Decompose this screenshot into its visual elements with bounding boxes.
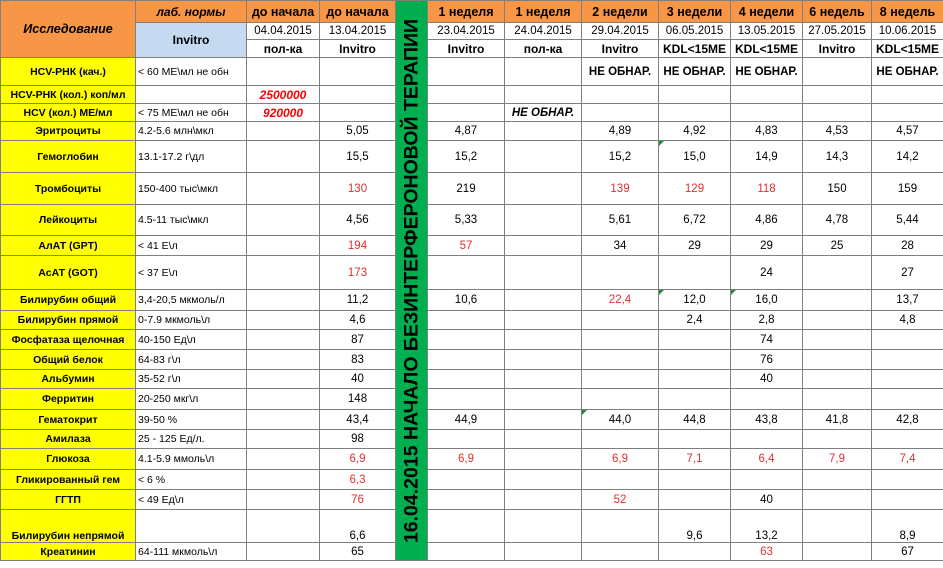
- value-cell: 12,0: [659, 290, 731, 311]
- date-cell: 29.04.2015: [582, 23, 659, 40]
- value-cell: 139: [582, 173, 659, 205]
- test-name-cell: Гемоглобин: [1, 141, 136, 173]
- value-cell: [428, 470, 505, 490]
- table-row: [1, 256, 943, 290]
- table-row: [1, 370, 943, 389]
- table-row: [1, 470, 943, 490]
- value-cell: 4,92: [659, 122, 731, 141]
- value-cell: 219: [428, 173, 505, 205]
- reference-range-cell: < 49 Ед\л: [136, 490, 247, 510]
- value-cell: 6,9: [428, 449, 505, 470]
- value-cell: 13,2: [731, 510, 803, 543]
- value-cell: [428, 311, 505, 330]
- test-name-cell: Гликированный гем: [1, 470, 136, 490]
- value-cell: [247, 173, 320, 205]
- value-cell: [505, 236, 582, 256]
- test-name-cell: HCV (кол.) МЕ/мл: [1, 104, 136, 122]
- test-name-cell: Амилаза: [1, 430, 136, 449]
- value-cell: [872, 86, 943, 104]
- value-cell: [247, 236, 320, 256]
- value-cell: [428, 256, 505, 290]
- value-cell: 25: [803, 236, 872, 256]
- reference-range-cell: 150-400 тыс\мкл: [136, 173, 247, 205]
- date-cell: 10.06.2015: [872, 23, 943, 40]
- value-cell: [505, 256, 582, 290]
- value-cell: [505, 430, 582, 449]
- value-cell: 4,8: [872, 311, 943, 330]
- table-row: [1, 205, 943, 236]
- value-cell: [872, 389, 943, 410]
- table-row: [1, 430, 943, 449]
- value-cell: [505, 350, 582, 370]
- value-cell: 6,4: [731, 449, 803, 470]
- value-cell: [505, 510, 582, 543]
- value-cell: 22,4: [582, 290, 659, 311]
- value-cell: [803, 104, 872, 122]
- reference-range-cell: 64-111 мкмоль\л: [136, 543, 247, 561]
- value-cell: 10,6: [428, 290, 505, 311]
- value-cell: [247, 290, 320, 311]
- value-cell: 6,9: [320, 449, 396, 470]
- value-cell: [428, 370, 505, 389]
- value-cell: 29: [731, 236, 803, 256]
- value-cell: [428, 543, 505, 561]
- value-cell: 83: [320, 350, 396, 370]
- value-cell: [731, 470, 803, 490]
- value-cell: [505, 389, 582, 410]
- value-cell: 40: [320, 370, 396, 389]
- value-cell: НЕ ОБНАР.: [872, 58, 943, 86]
- value-cell: 4,89: [582, 122, 659, 141]
- value-cell: 2,8: [731, 311, 803, 330]
- value-cell: 5,61: [582, 205, 659, 236]
- value-cell: [731, 389, 803, 410]
- test-name-cell: Гематокрит: [1, 410, 136, 430]
- test-name-cell: Глюкоза: [1, 449, 136, 470]
- value-cell: [247, 58, 320, 86]
- table-row: [1, 330, 943, 350]
- value-cell: [247, 449, 320, 470]
- value-cell: [872, 490, 943, 510]
- value-cell: 43,4: [320, 410, 396, 430]
- value-cell: 6,72: [659, 205, 731, 236]
- test-name-cell: ГГТП: [1, 490, 136, 510]
- reference-range-cell: 4.2-5.6 млн\мкл: [136, 122, 247, 141]
- table-row: [1, 389, 943, 410]
- value-cell: [659, 389, 731, 410]
- value-cell: [247, 205, 320, 236]
- value-cell: 63: [731, 543, 803, 561]
- value-cell: 150: [803, 173, 872, 205]
- test-name-cell: Тромбоциты: [1, 173, 136, 205]
- test-name-cell: Общий белок: [1, 350, 136, 370]
- week-header: 8 недель: [872, 1, 943, 23]
- value-cell: 13,7: [872, 290, 943, 311]
- value-cell: [582, 311, 659, 330]
- value-cell: [505, 311, 582, 330]
- value-cell: [428, 58, 505, 86]
- value-cell: [803, 389, 872, 410]
- value-cell: [505, 122, 582, 141]
- value-cell: [659, 543, 731, 561]
- value-cell: 7,4: [872, 449, 943, 470]
- reference-range-cell: 4.5-11 тыс\мкл: [136, 205, 247, 236]
- table-row: [1, 141, 943, 173]
- value-cell: [247, 141, 320, 173]
- week-header: 1 неделя: [505, 1, 582, 23]
- value-cell: [803, 311, 872, 330]
- source-cell: KDL<15МЕ: [872, 40, 943, 58]
- value-cell: [582, 86, 659, 104]
- test-name-cell: Ферритин: [1, 389, 136, 410]
- value-cell: 4,57: [872, 122, 943, 141]
- value-cell: 16,0: [731, 290, 803, 311]
- value-cell: [582, 370, 659, 389]
- value-cell: [247, 256, 320, 290]
- date-cell: 24.04.2015: [505, 23, 582, 40]
- value-cell: 4,53: [803, 122, 872, 141]
- value-cell: 159: [872, 173, 943, 205]
- value-cell: [428, 490, 505, 510]
- value-cell: [505, 205, 582, 236]
- value-cell: [659, 490, 731, 510]
- value-cell: [582, 350, 659, 370]
- header-row-weeks: [1, 1, 943, 23]
- value-cell: 118: [731, 173, 803, 205]
- value-cell: [505, 449, 582, 470]
- value-cell: 148: [320, 389, 396, 410]
- value-cell: 42,8: [872, 410, 943, 430]
- value-cell: [659, 330, 731, 350]
- value-cell: НЕ ОБНАР.: [582, 58, 659, 86]
- value-cell: 87: [320, 330, 396, 350]
- value-cell: [803, 543, 872, 561]
- value-cell: [428, 104, 505, 122]
- reference-range-cell: 0-7.9 мкмоль\л: [136, 311, 247, 330]
- value-cell: 14,3: [803, 141, 872, 173]
- value-cell: [247, 410, 320, 430]
- therapy-start-text: 16.04.2015 НАЧАЛО БЕЗИНТЕРФЕРОНОВОЙ ТЕРАПИИ: [400, 18, 422, 543]
- test-name-cell: АсАТ (GOT): [1, 256, 136, 290]
- value-cell: 4,86: [731, 205, 803, 236]
- value-cell: [505, 370, 582, 389]
- value-cell: [659, 256, 731, 290]
- value-cell: [803, 58, 872, 86]
- source-cell: Invitro: [320, 40, 396, 58]
- test-name-cell: Билирубин прямой: [1, 311, 136, 330]
- value-cell: [247, 470, 320, 490]
- value-cell: [247, 543, 320, 561]
- value-cell: 11,2: [320, 290, 396, 311]
- value-cell: [803, 510, 872, 543]
- value-cell: [505, 58, 582, 86]
- source-cell: Invitro: [582, 40, 659, 58]
- date-cell: 13.04.2015: [320, 23, 396, 40]
- reference-range-cell: 39-50 %: [136, 410, 247, 430]
- value-cell: [803, 330, 872, 350]
- value-cell: [659, 430, 731, 449]
- week-header: 1 неделя: [428, 1, 505, 23]
- table-row: [1, 86, 943, 104]
- value-cell: [803, 470, 872, 490]
- lab-name: Invitro: [136, 23, 247, 58]
- value-cell: [872, 430, 943, 449]
- value-cell: 74: [731, 330, 803, 350]
- before-start-header-2: до начала: [320, 1, 396, 23]
- value-cell: [872, 330, 943, 350]
- value-cell: [803, 350, 872, 370]
- value-cell: 44,9: [428, 410, 505, 430]
- value-cell: [428, 430, 505, 449]
- value-cell: 7,9: [803, 449, 872, 470]
- value-cell: 6,9: [582, 449, 659, 470]
- reference-range-cell: < 41 Е\л: [136, 236, 247, 256]
- date-cell: 04.04.2015: [247, 23, 320, 40]
- test-name-cell: HCV-РНК (кол.) коп/мл: [1, 86, 136, 104]
- value-cell: [428, 389, 505, 410]
- value-cell: 4,83: [731, 122, 803, 141]
- table-row: [1, 543, 943, 561]
- value-cell: 44,8: [659, 410, 731, 430]
- value-cell: [505, 290, 582, 311]
- value-cell: [320, 58, 396, 86]
- value-cell: 15,2: [428, 141, 505, 173]
- value-cell: [320, 86, 396, 104]
- value-cell: 40: [731, 370, 803, 389]
- value-cell: [803, 86, 872, 104]
- value-cell: [582, 470, 659, 490]
- reference-range-cell: 25 - 125 Ед/л.: [136, 430, 247, 449]
- value-cell: 24: [731, 256, 803, 290]
- value-cell: 920000: [247, 104, 320, 122]
- value-cell: 2,4: [659, 311, 731, 330]
- value-cell: 4,6: [320, 311, 396, 330]
- date-cell: 27.05.2015: [803, 23, 872, 40]
- value-cell: 40: [731, 490, 803, 510]
- value-cell: 8,9: [872, 510, 943, 543]
- source-cell: пол-ка: [247, 40, 320, 58]
- value-cell: 14,2: [872, 141, 943, 173]
- reference-range-cell: 40-150 Ед\л: [136, 330, 247, 350]
- value-cell: [505, 86, 582, 104]
- table-row: [1, 449, 943, 470]
- value-cell: 5,05: [320, 122, 396, 141]
- research-header: Исследование: [1, 1, 136, 58]
- value-cell: 6,6: [320, 510, 396, 543]
- value-cell: 29: [659, 236, 731, 256]
- value-cell: [247, 389, 320, 410]
- value-cell: 194: [320, 236, 396, 256]
- value-cell: [803, 290, 872, 311]
- test-name-cell: Эритроциты: [1, 122, 136, 141]
- value-cell: [731, 430, 803, 449]
- source-cell: Invitro: [803, 40, 872, 58]
- table-row: [1, 311, 943, 330]
- value-cell: [582, 510, 659, 543]
- value-cell: НЕ ОБНАР.: [731, 58, 803, 86]
- value-cell: 43,8: [731, 410, 803, 430]
- table-row: [1, 122, 943, 141]
- reference-range-cell: 20-250 мкг\л: [136, 389, 247, 410]
- value-cell: 57: [428, 236, 505, 256]
- reference-range-cell: < 60 МЕ\мл не обн: [136, 58, 247, 86]
- source-cell: Invitro: [428, 40, 505, 58]
- value-cell: [505, 470, 582, 490]
- value-cell: 7,1: [659, 449, 731, 470]
- value-cell: [803, 256, 872, 290]
- value-cell: [320, 104, 396, 122]
- value-cell: [428, 330, 505, 350]
- value-cell: [428, 86, 505, 104]
- value-cell: 129: [659, 173, 731, 205]
- test-name-cell: АлАТ (GPT): [1, 236, 136, 256]
- value-cell: [872, 350, 943, 370]
- date-cell: 23.04.2015: [428, 23, 505, 40]
- reference-range-cell: 64-83 г\л: [136, 350, 247, 370]
- value-cell: 173: [320, 256, 396, 290]
- value-cell: [872, 470, 943, 490]
- value-cell: [872, 104, 943, 122]
- before-start-header-1: до начала: [247, 1, 320, 23]
- reference-range-cell: 13.1-17.2 г\дл: [136, 141, 247, 173]
- reference-range-cell: < 75 МЕ\мл не обн: [136, 104, 247, 122]
- table-row: [1, 236, 943, 256]
- reference-range-cell: [136, 510, 247, 543]
- table-row: [1, 58, 943, 86]
- value-cell: [428, 510, 505, 543]
- test-name-cell: Фосфатаза щелочная: [1, 330, 136, 350]
- source-cell: пол-ка: [505, 40, 582, 58]
- week-header: 3 недели: [659, 1, 731, 23]
- value-cell: [803, 490, 872, 510]
- value-cell: 44,0: [582, 410, 659, 430]
- header-row-dates: [1, 23, 943, 40]
- value-cell: 15,0: [659, 141, 731, 173]
- value-cell: 52: [582, 490, 659, 510]
- value-cell: [505, 141, 582, 173]
- table-row: [1, 290, 943, 311]
- value-cell: [872, 370, 943, 389]
- test-name-cell: Креатинин: [1, 543, 136, 561]
- date-cell: 06.05.2015: [659, 23, 731, 40]
- week-header: 6 недель: [803, 1, 872, 23]
- table-row: [1, 173, 943, 205]
- week-header: 2 недели: [582, 1, 659, 23]
- value-cell: 34: [582, 236, 659, 256]
- source-cell: KDL<15МЕ: [659, 40, 731, 58]
- value-cell: 5,33: [428, 205, 505, 236]
- source-cell: KDL<15МЕ: [731, 40, 803, 58]
- value-cell: 4,78: [803, 205, 872, 236]
- reference-range-cell: < 6 %: [136, 470, 247, 490]
- value-cell: [505, 173, 582, 205]
- value-cell: 76: [320, 490, 396, 510]
- therapy-start-banner: [396, 1, 428, 561]
- table-row: [1, 350, 943, 370]
- value-cell: 4,87: [428, 122, 505, 141]
- table-row: [1, 104, 943, 122]
- reference-range-cell: < 37 Е\л: [136, 256, 247, 290]
- value-cell: [582, 543, 659, 561]
- value-cell: [659, 370, 731, 389]
- value-cell: 9,6: [659, 510, 731, 543]
- value-cell: 14,9: [731, 141, 803, 173]
- value-cell: [582, 256, 659, 290]
- lab-norms-header: лаб. нормы: [136, 1, 247, 23]
- test-name-cell: Билирубин непрямой: [1, 510, 136, 543]
- value-cell: 98: [320, 430, 396, 449]
- value-cell: 28: [872, 236, 943, 256]
- value-cell: [247, 311, 320, 330]
- value-cell: [247, 370, 320, 389]
- value-cell: [247, 350, 320, 370]
- value-cell: [731, 86, 803, 104]
- value-cell: [582, 430, 659, 449]
- test-name-cell: Билирубин общий: [1, 290, 136, 311]
- value-cell: 5,44: [872, 205, 943, 236]
- value-cell: [247, 510, 320, 543]
- value-cell: [659, 350, 731, 370]
- value-cell: 15,5: [320, 141, 396, 173]
- test-name-cell: HCV-РНК (кач.): [1, 58, 136, 86]
- value-cell: 15,2: [582, 141, 659, 173]
- value-cell: [247, 430, 320, 449]
- value-cell: 130: [320, 173, 396, 205]
- value-cell: [505, 410, 582, 430]
- test-name-cell: Альбумин: [1, 370, 136, 389]
- value-cell: 4,56: [320, 205, 396, 236]
- value-cell: [582, 389, 659, 410]
- value-cell: [731, 104, 803, 122]
- value-cell: [505, 543, 582, 561]
- reference-range-cell: [136, 86, 247, 104]
- value-cell: НЕ ОБНАР.: [659, 58, 731, 86]
- value-cell: [659, 86, 731, 104]
- value-cell: НЕ ОБНАР.: [505, 104, 582, 122]
- value-cell: [582, 104, 659, 122]
- table-row: [1, 490, 943, 510]
- date-cell: 13.05.2015: [731, 23, 803, 40]
- value-cell: [803, 370, 872, 389]
- value-cell: [505, 330, 582, 350]
- value-cell: [659, 470, 731, 490]
- value-cell: [247, 122, 320, 141]
- value-cell: 6,3: [320, 470, 396, 490]
- value-cell: 41,8: [803, 410, 872, 430]
- table-row: [1, 510, 943, 543]
- reference-range-cell: 3,4-20,5 мкмоль/л: [136, 290, 247, 311]
- value-cell: 65: [320, 543, 396, 561]
- value-cell: [582, 330, 659, 350]
- value-cell: 76: [731, 350, 803, 370]
- table-row: [1, 410, 943, 430]
- value-cell: [428, 350, 505, 370]
- value-cell: [803, 430, 872, 449]
- reference-range-cell: 35-52 г\л: [136, 370, 247, 389]
- value-cell: 27: [872, 256, 943, 290]
- value-cell: [659, 104, 731, 122]
- test-name-cell: Лейкоциты: [1, 205, 136, 236]
- value-cell: 2500000: [247, 86, 320, 104]
- week-header: 4 недели: [731, 1, 803, 23]
- value-cell: [247, 330, 320, 350]
- reference-range-cell: 4.1-5.9 ммоль\л: [136, 449, 247, 470]
- value-cell: [505, 490, 582, 510]
- value-cell: 67: [872, 543, 943, 561]
- value-cell: [247, 490, 320, 510]
